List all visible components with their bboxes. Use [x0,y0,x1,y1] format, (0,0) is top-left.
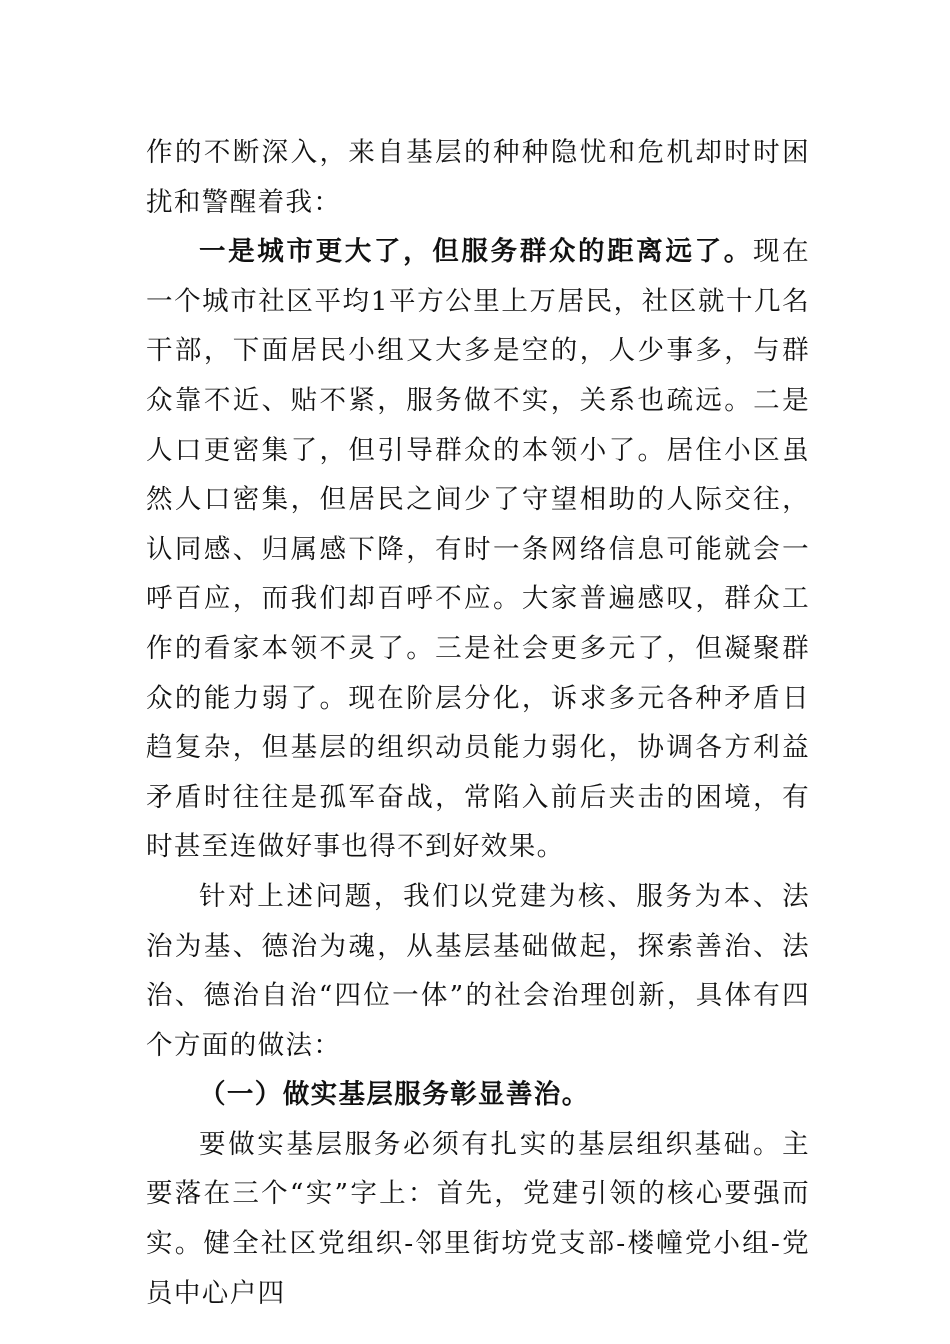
paragraph-section-1-body: 要做实基层服务必须有扎实的基层组织基础。主要落在三个“实”字上：首先，党建引领的核心要强而实。健全社区党组织-邻里街坊党支部-楼幢党小组-党员中心户四 [146,1128,810,1309]
paragraph-problems [146,227,810,872]
paragraph-intro-continuation: 作的不断深入，来自基层的种种隐忧和危机却时时困扰和警醒着我： [146,137,810,218]
section-heading-1: （一）做实基层服务彰显善治。 [199,1079,590,1111]
paragraph-problems-body: 现在一个城市社区平均1平方公里上万居民，社区就十几名干部，下面居民小组又大多是空的，人少事多，与群众靠不近、贴不紧，服务做不实，关系也疏远。二是人口更密集了，但引导群众的本领小了。居住小区虽然人口密集，但居民之间少了守望相助的人际交往，认同感、归属感下降，有时一条网络信息可能就会一呼百应，而我们却百呼不应。大家普遍感叹，群众工作的看家本领不灵了。三是社会更多元了，但凝聚群众的能力弱了。现在阶层分化，诉求多元各种矛盾日趋复杂，但基层的组织动员能力弱化，协调各方利益矛盾时往往是孤军奋战，常陷入前后夹击的困境，有时甚至连做好事也得不到好效果。 [146,236,810,863]
paragraph-approach: 针对上述问题，我们以党建为核、服务为本、法治为基、德治为魂，从基层基础做起，探索善治、法治、德治自治“四位一体”的社会治理创新，具体有四个方面的做法： [146,880,810,1061]
paragraph-problems-lead: 一是城市更大了，但服务群众的距离远了。 [199,236,753,268]
document-page [146,128,810,1318]
